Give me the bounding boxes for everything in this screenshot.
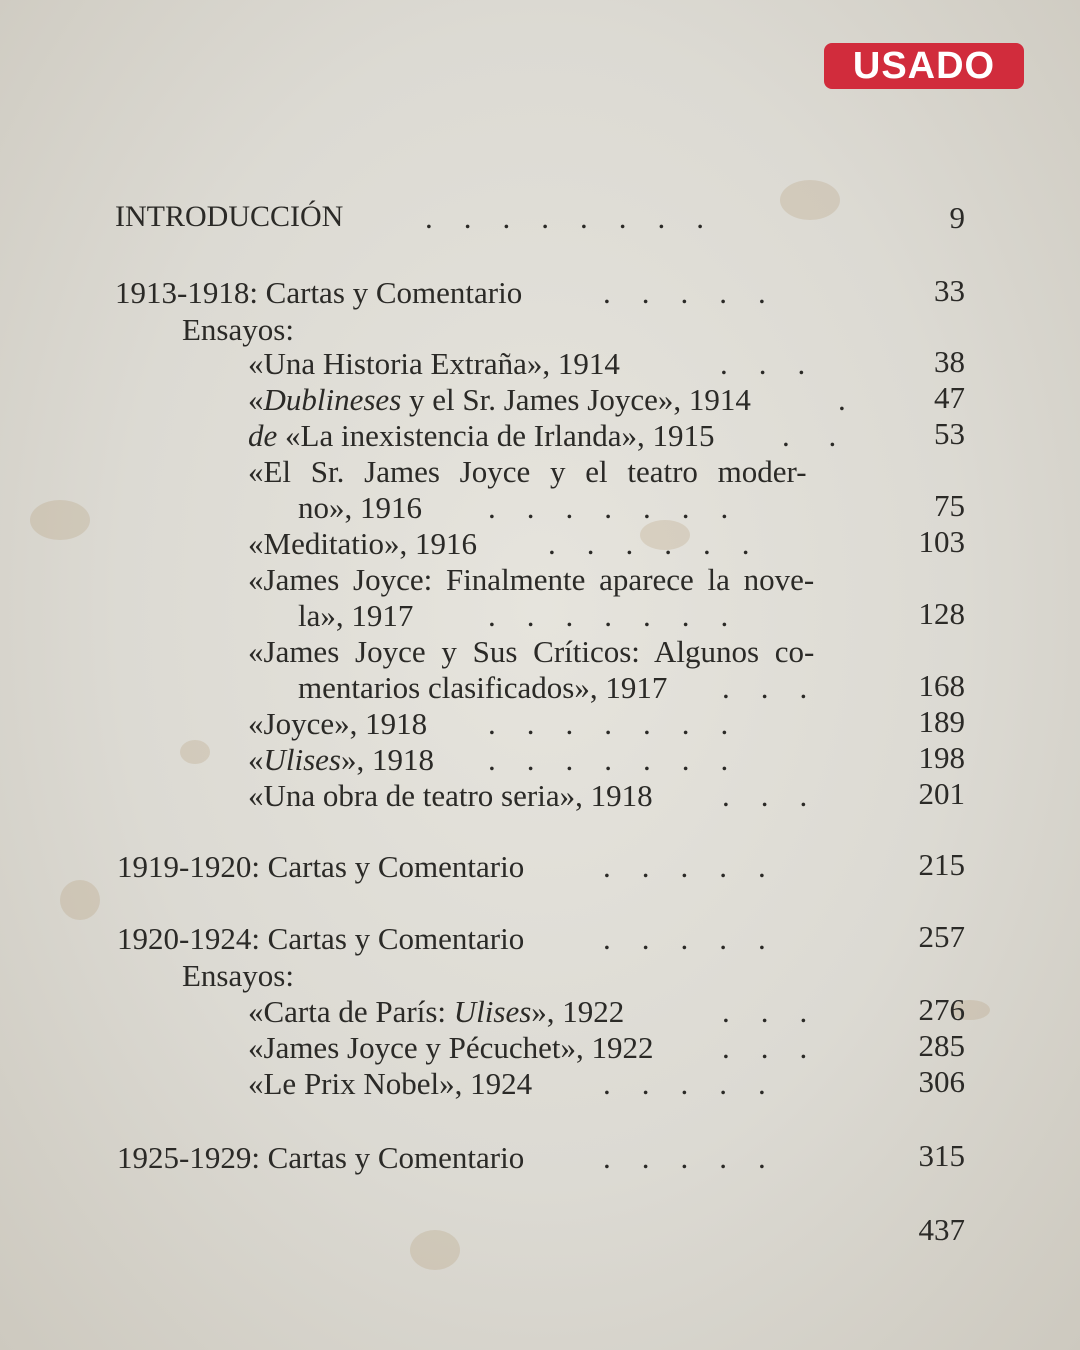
toc-section-1913: 1913-1918: Cartas y Comentario [115,275,523,310]
stain [780,180,840,220]
leader-dots: . . . . . . . [488,490,729,525]
toc-section-1919: 1919-1920: Cartas y Comentario [117,849,525,884]
toc-entry-page: 75 [934,488,965,523]
leader-dots: . . . . . [603,275,766,310]
leader-dots: . . . . . [603,921,766,956]
toc-subheading-essays: Ensayos: [182,958,294,993]
toc-entry-page: 306 [918,1064,965,1099]
toc-entry-page: 168 [918,668,965,703]
stain [410,1230,460,1270]
page-folio: 437 [918,1212,965,1247]
toc-section-1913-page: 33 [934,273,965,308]
leader-dots: . . . . . . . [488,742,729,777]
toc-intro-page: 9 [949,200,965,235]
toc-entry: «Meditatio», 1916 [248,526,478,561]
toc-entry-cont: no», 1916 [298,490,422,525]
toc-entry-page: 53 [934,416,965,451]
stain [180,740,210,764]
leader-dots: . [838,382,846,417]
toc-entry-page: 103 [918,524,965,559]
leader-dots: . . . . . [603,1140,766,1175]
toc-entry: «Carta de París: Ulises», 1922 [248,994,625,1029]
toc-section-1925: 1925-1929: Cartas y Comentario [117,1140,525,1175]
toc-entry: «Dublineses y el Sr. James Joyce», 1914 [248,382,751,417]
toc-entry: «James Joyce y Pécuchet», 1922 [248,1030,654,1065]
toc-entry: «James Joyce y Sus Críticos: Algunos co- [248,634,815,669]
toc-entry-page: 189 [918,704,965,739]
toc-intro-title: INTRODUCCIÓN [115,200,344,233]
toc-entry: «Una Historia Extraña», 1914 [248,346,620,381]
toc-entry: «Una obra de teatro seria», 1918 [248,778,653,813]
leader-dots: . . . . . [603,1066,766,1101]
leader-dots: . . . . . . [548,526,750,561]
toc-entry: «Joyce», 1918 [248,706,428,741]
toc-entry-cont: la», 1917 [298,598,414,633]
leader-dots: . . . . . [603,849,766,884]
toc-entry-page: 38 [934,344,965,379]
leader-dots: . . . [722,994,808,1029]
toc-entry: «James Joyce: Finalmente aparece la nove- [248,562,815,597]
toc-entry: de «La inexistencia de Irlanda», 1915 [248,418,715,453]
leader-dots: . . . [722,670,808,705]
toc-entry: «Ulises», 1918 [248,742,434,777]
toc-entry-page: 201 [918,776,965,811]
toc-entry: «El Sr. James Joyce y el teatro moder- [248,454,807,489]
toc-entry-page: 47 [934,380,965,415]
leader-dots: . . . . . . . . [425,200,704,235]
leader-dots: . . [782,418,837,453]
toc-entry-page: 198 [918,740,965,775]
toc-section-1925-page: 315 [918,1138,965,1173]
toc-entry: «Le Prix Nobel», 1924 [248,1066,533,1101]
leader-dots: . . . [722,778,808,813]
toc-section-1919-page: 215 [918,847,965,882]
leader-dots: . . . [720,346,806,381]
used-badge: USADO [824,43,1024,89]
stain [60,880,100,920]
toc-section-1920: 1920-1924: Cartas y Comentario [117,921,525,956]
toc-subheading-essays: Ensayos: [182,312,294,347]
toc-entry-cont: mentarios clasificados», 1917 [298,670,668,705]
stain [30,500,90,540]
toc-section-1920-page: 257 [918,919,965,954]
toc-entry-page: 276 [918,992,965,1027]
toc-entry-page: 128 [918,596,965,631]
leader-dots: . . . [722,1030,808,1065]
leader-dots: . . . . . . . [488,598,729,633]
leader-dots: . . . . . . . [488,706,729,741]
toc-entry-page: 285 [918,1028,965,1063]
